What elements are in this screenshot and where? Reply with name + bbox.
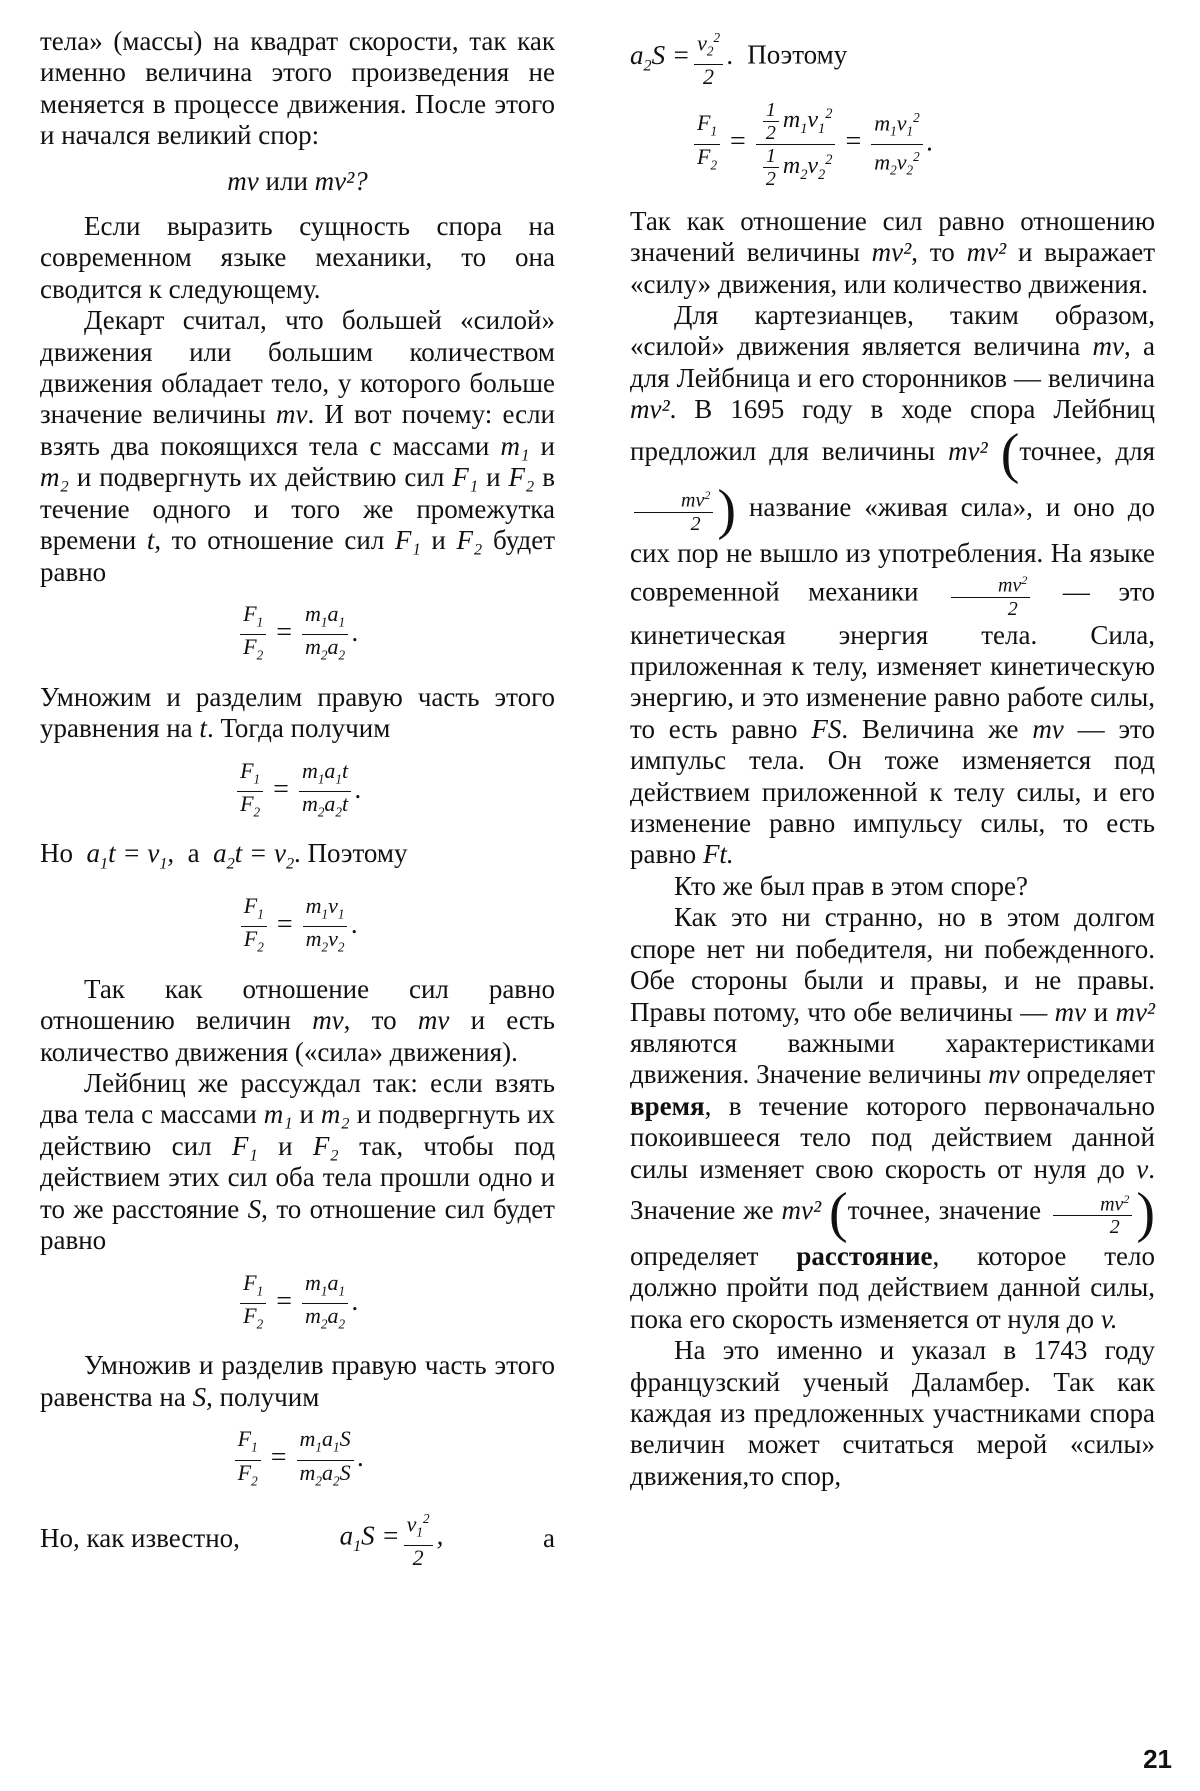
paragraph: тела» (массы) на квадрат скорости, так как именно величина этого произведения не меняется в процессе движения. После этого и начался великий спор: bbox=[40, 26, 555, 151]
page-number: 21 bbox=[1143, 1744, 1172, 1774]
equation-3: $\frac{F_1}{F_2}$ = $\frac{m_1v_1}{m_2v_2}$ . bbox=[40, 894, 555, 960]
equation-2: $\frac{F_1}{F_2}$ = $\frac{m_1a_1t}{m_2a_2t}$ . bbox=[40, 759, 555, 825]
paragraph: Как это ни странно, но в этом долгом споре нет ни победителя, ни побежденного. Обе стороны были и правы, и не правы. Правы потому, что обе величины — mv и mv² являются важными характеристиками движения. Значение величины mv определяет время, в течение которого первоначально покоившееся тело под действием данной силы изменяет свою скорость от нуля до v. Значение же mv² (точнее, значение $\frac{mv^2}{2}$ ) определяет расстояние, которое тело должно пройти под действием данной силы, пока его скорость изменяется от нуля до v. bbox=[630, 902, 1156, 1334]
equation-5: $\frac{F_1}{F_2}$ = $\frac{m_1a_1S}{m_2a_2S}$ . bbox=[40, 1427, 555, 1493]
paragraph: $a_2S$ = $\frac{v_2^2}{2}$ . Поэтому bbox=[630, 26, 1155, 89]
paragraph: Кто же был прав в этом споре? bbox=[674, 870, 1028, 901]
paragraph: Умножим и разделим правую часть этого уравнения на t. Тогда получим bbox=[40, 681, 555, 744]
paragraph: На это именно и указал в 1743 году французский ученый Даламбер. Так как каждая из предложенных участниками спора величин может считаться мерой «силы» движения,то спор, bbox=[630, 1335, 1155, 1491]
equation-4: $\frac{F_1}{F_2}$ = $\frac{m_1a_1}{m_2a_2}$ . bbox=[40, 1271, 555, 1337]
equation-6: $\frac{F_1}{F_2}$ = $\frac{1}{2}$ $m_1v_1^2$ $\frac{1}{2}$ $m_2v_2^2$ = $\frac{m_1v_1^2}{m_2v_2^2}$ . bbox=[690, 99, 1155, 190]
paragraph: Для картезианцев, таким образом, «силой» движения является величина mv, а для Лейбница и его сторонников — величина mv². В 1695 году в ходе спора Лейбниц предложил для величины mv² (точнее, для $\frac{mv^2}{2}$ ) название «живая сила», и оно до сих пор не вышло из употребления. На языке современной механики $\frac{mv^2}{2}$ — это кинетическая энергия тела. Сила, приложенная к телу, изменяет кинетическую энергию, и это изменение равно работе силы, то есть равно FS. Величина же mv — это импульс тела. Он тоже изменяется под действием приложенной к телу силы, и его изменение равно импульсу силы, то есть равно Ft. bbox=[630, 299, 1156, 870]
left-column bbox=[40, 26, 555, 1570]
equation-question: mv или mv²? bbox=[227, 165, 368, 196]
paragraph: Умножив и разделив правую часть этого равенства на S, получим bbox=[40, 1350, 555, 1412]
paragraph: Так как отношение сил равно отношению величин mv, то mv и есть количество движения («сила» движения). bbox=[40, 973, 555, 1067]
paragraph: Если выразить сущность спора на современном языке механики, то она сводится к следующему. bbox=[40, 211, 555, 304]
paragraph: Декарт считал, что большей «силой» движения или большим количеством движения обладает тело, у которого больше значение величины mv. И вот почему: если взять два покоящихся тела с массами m₁ и m₂ и подвергнуть их действию сил F₁ и F₂ в течение одного и того же промежутка времени t, то отношение сил F₁ и F₂ будет равно bbox=[40, 305, 556, 587]
right-column bbox=[630, 26, 1155, 1492]
equation-1: $\frac{F_1}{F_2}$ = $\frac{m_1a_1}{m_2a_2}$ . bbox=[40, 602, 555, 668]
paragraph: Так как отношение сил равно отношению значений величины mv², то mv² и выражает «силу» движения, или количество движения. bbox=[630, 205, 1156, 299]
paragraph: Но $a_1t = v_1$, а $a_2t = v_2$. Поэтому bbox=[40, 838, 408, 873]
paragraph: Лейбниц же рассуждал так: если взять два тела с массами m₁ и m₂ и подвергнуть их действию сил F₁ и F₂ так, чтобы под действием этих сил оба тела прошли одно и то же расстояние S, то отношение сил будет равно bbox=[40, 1068, 556, 1256]
paragraph: Но, как известно, $a_1S$ = $\frac{v_1^2}{2}$ , а bbox=[40, 1507, 555, 1570]
